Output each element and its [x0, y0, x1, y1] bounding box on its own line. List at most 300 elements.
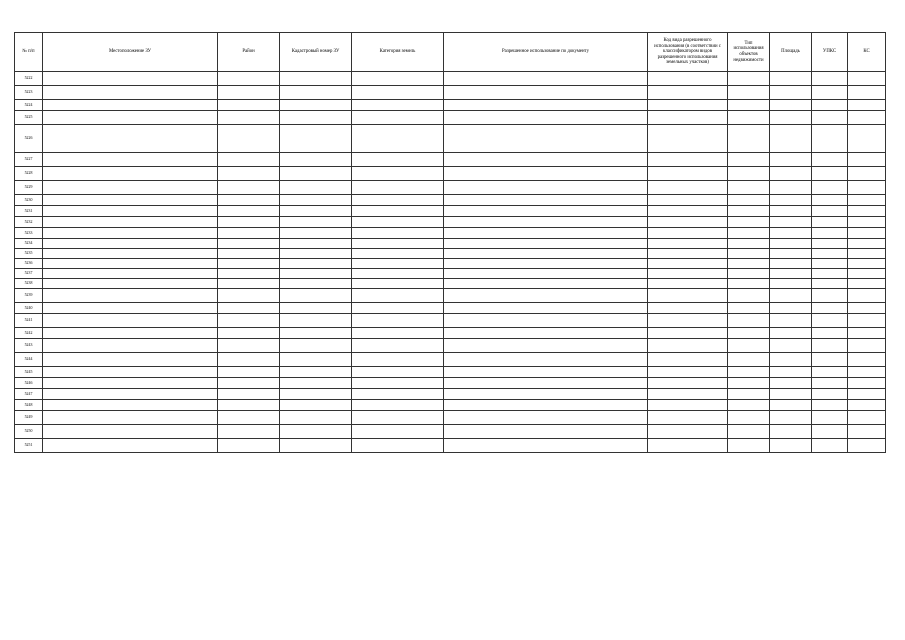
address-cell — [43, 153, 218, 167]
upks-cell — [812, 400, 848, 411]
category-cell — [352, 206, 444, 217]
address-cell — [43, 389, 218, 400]
code-cell — [648, 111, 728, 125]
usage-cell — [444, 367, 648, 378]
district-cell — [218, 239, 280, 249]
category-cell — [352, 86, 444, 100]
district-cell — [218, 303, 280, 314]
upks-cell — [812, 389, 848, 400]
row-id: 5226 — [15, 125, 43, 153]
row-id: 5251 — [15, 439, 43, 453]
code-cell — [648, 239, 728, 249]
usage-cell — [444, 389, 648, 400]
table-row — [15, 167, 886, 181]
district-cell — [218, 328, 280, 339]
area-cell — [770, 153, 812, 167]
cadastral-cell — [280, 400, 352, 411]
address-cell — [43, 339, 218, 353]
type-cell — [728, 228, 770, 239]
district-cell — [218, 400, 280, 411]
ks-cell — [848, 339, 886, 353]
address-cell — [43, 167, 218, 181]
district-cell — [218, 86, 280, 100]
row-id: 5243 — [15, 339, 43, 353]
row-id: 5224 — [15, 100, 43, 111]
code-cell — [648, 269, 728, 279]
document-page — [14, 32, 885, 453]
row-id: 5239 — [15, 289, 43, 303]
table-row — [15, 279, 886, 289]
area-cell — [770, 389, 812, 400]
usage-cell — [444, 269, 648, 279]
cadastral-cell — [280, 367, 352, 378]
usage-cell — [444, 217, 648, 228]
address-cell — [43, 378, 218, 389]
row-id: 5228 — [15, 167, 43, 181]
ks-cell — [848, 167, 886, 181]
usage-cell — [444, 100, 648, 111]
category-cell — [352, 167, 444, 181]
header-category: Категория земель — [352, 33, 444, 72]
table-row — [15, 195, 886, 206]
address-cell — [43, 425, 218, 439]
header-ks: КС — [848, 33, 886, 72]
category-cell — [352, 289, 444, 303]
usage-cell — [444, 289, 648, 303]
cadastral-cell — [280, 217, 352, 228]
row-id: 5245 — [15, 367, 43, 378]
header-district: Район — [218, 33, 280, 72]
row-id: 5229 — [15, 181, 43, 195]
usage-cell — [444, 314, 648, 328]
ks-cell — [848, 228, 886, 239]
area-cell — [770, 400, 812, 411]
category-cell — [352, 111, 444, 125]
code-cell — [648, 389, 728, 400]
code-cell — [648, 72, 728, 86]
area-cell — [770, 289, 812, 303]
table-row — [15, 100, 886, 111]
area-cell — [770, 100, 812, 111]
usage-cell — [444, 72, 648, 86]
type-cell — [728, 328, 770, 339]
code-cell — [648, 100, 728, 111]
upks-cell — [812, 378, 848, 389]
header-address: Местоположение ЗУ — [43, 33, 218, 72]
district-cell — [218, 378, 280, 389]
code-cell — [648, 228, 728, 239]
ks-cell — [848, 367, 886, 378]
table-row — [15, 228, 886, 239]
table-row — [15, 411, 886, 425]
upks-cell — [812, 181, 848, 195]
district-cell — [218, 289, 280, 303]
row-id: 5240 — [15, 303, 43, 314]
ks-cell — [848, 425, 886, 439]
type-cell — [728, 249, 770, 259]
district-cell — [218, 425, 280, 439]
table-row — [15, 217, 886, 228]
upks-cell — [812, 339, 848, 353]
district-cell — [218, 269, 280, 279]
cadastral-cell — [280, 339, 352, 353]
ks-cell — [848, 439, 886, 453]
code-cell — [648, 353, 728, 367]
row-id: 5227 — [15, 153, 43, 167]
row-id: 5237 — [15, 269, 43, 279]
code-cell — [648, 181, 728, 195]
area-cell — [770, 279, 812, 289]
ks-cell — [848, 289, 886, 303]
upks-cell — [812, 303, 848, 314]
type-cell — [728, 289, 770, 303]
table-row — [15, 249, 886, 259]
category-cell — [352, 125, 444, 153]
type-cell — [728, 269, 770, 279]
ks-cell — [848, 389, 886, 400]
ks-cell — [848, 249, 886, 259]
upks-cell — [812, 153, 848, 167]
row-id: 5233 — [15, 228, 43, 239]
usage-cell — [444, 328, 648, 339]
upks-cell — [812, 111, 848, 125]
row-id: 5249 — [15, 411, 43, 425]
district-cell — [218, 181, 280, 195]
category-cell — [352, 439, 444, 453]
address-cell — [43, 279, 218, 289]
ks-cell — [848, 279, 886, 289]
usage-cell — [444, 249, 648, 259]
cadastral-cell — [280, 439, 352, 453]
ks-cell — [848, 328, 886, 339]
header-area: Площадь — [770, 33, 812, 72]
code-cell — [648, 303, 728, 314]
row-id: 5230 — [15, 195, 43, 206]
area-cell — [770, 111, 812, 125]
table-body — [15, 72, 886, 453]
district-cell — [218, 167, 280, 181]
cadastral-cell — [280, 269, 352, 279]
district-cell — [218, 72, 280, 86]
row-id: 5236 — [15, 259, 43, 269]
ks-cell — [848, 125, 886, 153]
upks-cell — [812, 279, 848, 289]
type-cell — [728, 439, 770, 453]
type-cell — [728, 111, 770, 125]
cadastral-cell — [280, 72, 352, 86]
district-cell — [218, 100, 280, 111]
cadastral-cell — [280, 279, 352, 289]
area-cell — [770, 206, 812, 217]
type-cell — [728, 425, 770, 439]
table-row — [15, 206, 886, 217]
table-row — [15, 289, 886, 303]
ks-cell — [848, 411, 886, 425]
type-cell — [728, 100, 770, 111]
area-cell — [770, 181, 812, 195]
upks-cell — [812, 439, 848, 453]
type-cell — [728, 167, 770, 181]
district-cell — [218, 339, 280, 353]
cadastral-cell — [280, 353, 352, 367]
cadastral-cell — [280, 206, 352, 217]
cadastral-cell — [280, 111, 352, 125]
usage-cell — [444, 425, 648, 439]
usage-cell — [444, 339, 648, 353]
category-cell — [352, 181, 444, 195]
category-cell — [352, 400, 444, 411]
category-cell — [352, 239, 444, 249]
usage-cell — [444, 111, 648, 125]
cadastral-cell — [280, 303, 352, 314]
type-cell — [728, 195, 770, 206]
row-id: 5225 — [15, 111, 43, 125]
usage-cell — [444, 259, 648, 269]
area-cell — [770, 339, 812, 353]
area-cell — [770, 167, 812, 181]
category-cell — [352, 303, 444, 314]
table-row — [15, 86, 886, 100]
code-cell — [648, 400, 728, 411]
upks-cell — [812, 228, 848, 239]
ks-cell — [848, 181, 886, 195]
usage-cell — [444, 86, 648, 100]
table-row — [15, 239, 886, 249]
category-cell — [352, 279, 444, 289]
upks-cell — [812, 167, 848, 181]
address-cell — [43, 239, 218, 249]
usage-cell — [444, 206, 648, 217]
category-cell — [352, 217, 444, 228]
district-cell — [218, 228, 280, 239]
area-cell — [770, 269, 812, 279]
usage-cell — [444, 378, 648, 389]
type-cell — [728, 239, 770, 249]
usage-cell — [444, 353, 648, 367]
area-cell — [770, 314, 812, 328]
area-cell — [770, 195, 812, 206]
code-cell — [648, 167, 728, 181]
upks-cell — [812, 411, 848, 425]
district-cell — [218, 259, 280, 269]
type-cell — [728, 339, 770, 353]
area-cell — [770, 425, 812, 439]
area-cell — [770, 328, 812, 339]
row-id: 5223 — [15, 86, 43, 100]
cadastral-cell — [280, 411, 352, 425]
category-cell — [352, 314, 444, 328]
code-cell — [648, 314, 728, 328]
ks-cell — [848, 314, 886, 328]
category-cell — [352, 228, 444, 239]
land-plots-table — [14, 32, 886, 453]
area-cell — [770, 411, 812, 425]
usage-cell — [444, 303, 648, 314]
row-id: 5248 — [15, 400, 43, 411]
address-cell — [43, 269, 218, 279]
row-id: 5247 — [15, 389, 43, 400]
header-upks: УПКС — [812, 33, 848, 72]
code-cell — [648, 259, 728, 269]
district-cell — [218, 195, 280, 206]
address-cell — [43, 111, 218, 125]
category-cell — [352, 195, 444, 206]
ks-cell — [848, 195, 886, 206]
table-row — [15, 353, 886, 367]
code-cell — [648, 206, 728, 217]
type-cell — [728, 314, 770, 328]
address-cell — [43, 314, 218, 328]
district-cell — [218, 153, 280, 167]
area-cell — [770, 439, 812, 453]
district-cell — [218, 249, 280, 259]
usage-cell — [444, 167, 648, 181]
upks-cell — [812, 314, 848, 328]
upks-cell — [812, 328, 848, 339]
address-cell — [43, 303, 218, 314]
usage-cell — [444, 195, 648, 206]
row-id: 5232 — [15, 217, 43, 228]
table-row — [15, 303, 886, 314]
address-cell — [43, 249, 218, 259]
district-cell — [218, 125, 280, 153]
code-cell — [648, 439, 728, 453]
address-cell — [43, 181, 218, 195]
code-cell — [648, 328, 728, 339]
header-usage: Разрешенное использование по документу — [444, 33, 648, 72]
address-cell — [43, 328, 218, 339]
category-cell — [352, 72, 444, 86]
ks-cell — [848, 100, 886, 111]
upks-cell — [812, 72, 848, 86]
district-cell — [218, 206, 280, 217]
usage-cell — [444, 411, 648, 425]
cadastral-cell — [280, 153, 352, 167]
upks-cell — [812, 353, 848, 367]
district-cell — [218, 217, 280, 228]
table-row — [15, 153, 886, 167]
district-cell — [218, 353, 280, 367]
code-cell — [648, 86, 728, 100]
category-cell — [352, 339, 444, 353]
usage-cell — [444, 400, 648, 411]
type-cell — [728, 206, 770, 217]
ks-cell — [848, 153, 886, 167]
cadastral-cell — [280, 228, 352, 239]
upks-cell — [812, 289, 848, 303]
type-cell — [728, 400, 770, 411]
table-row — [15, 425, 886, 439]
cadastral-cell — [280, 249, 352, 259]
table-row — [15, 314, 886, 328]
ks-cell — [848, 239, 886, 249]
ks-cell — [848, 378, 886, 389]
table-row — [15, 400, 886, 411]
header-type: Тип использования объектов недвижимости — [728, 33, 770, 72]
upks-cell — [812, 269, 848, 279]
code-cell — [648, 195, 728, 206]
usage-cell — [444, 125, 648, 153]
type-cell — [728, 389, 770, 400]
usage-cell — [444, 181, 648, 195]
area-cell — [770, 367, 812, 378]
ks-cell — [848, 269, 886, 279]
ks-cell — [848, 86, 886, 100]
area-cell — [770, 249, 812, 259]
usage-cell — [444, 239, 648, 249]
cadastral-cell — [280, 167, 352, 181]
code-cell — [648, 378, 728, 389]
row-id: 5246 — [15, 378, 43, 389]
table-row — [15, 111, 886, 125]
area-cell — [770, 217, 812, 228]
cadastral-cell — [280, 259, 352, 269]
table-row — [15, 259, 886, 269]
address-cell — [43, 367, 218, 378]
code-cell — [648, 411, 728, 425]
district-cell — [218, 389, 280, 400]
type-cell — [728, 217, 770, 228]
upks-cell — [812, 259, 848, 269]
usage-cell — [444, 228, 648, 239]
area-cell — [770, 125, 812, 153]
type-cell — [728, 153, 770, 167]
code-cell — [648, 249, 728, 259]
code-cell — [648, 367, 728, 378]
cadastral-cell — [280, 328, 352, 339]
address-cell — [43, 289, 218, 303]
usage-cell — [444, 153, 648, 167]
row-id: 5244 — [15, 353, 43, 367]
row-id: 5250 — [15, 425, 43, 439]
address-cell — [43, 125, 218, 153]
cadastral-cell — [280, 378, 352, 389]
address-cell — [43, 86, 218, 100]
row-id: 5235 — [15, 249, 43, 259]
ks-cell — [848, 353, 886, 367]
ks-cell — [848, 303, 886, 314]
type-cell — [728, 72, 770, 86]
cadastral-cell — [280, 314, 352, 328]
header-code: Код вида разрешенного использования (в соответствии с классификатором видов разрешенного использования земельных участков) — [648, 33, 728, 72]
address-cell — [43, 400, 218, 411]
table-row — [15, 339, 886, 353]
cadastral-cell — [280, 181, 352, 195]
category-cell — [352, 100, 444, 111]
district-cell — [218, 111, 280, 125]
area-cell — [770, 353, 812, 367]
category-cell — [352, 378, 444, 389]
cadastral-cell — [280, 86, 352, 100]
type-cell — [728, 378, 770, 389]
type-cell — [728, 181, 770, 195]
upks-cell — [812, 86, 848, 100]
cadastral-cell — [280, 195, 352, 206]
header-cadastral: Кадастровый номер ЗУ — [280, 33, 352, 72]
area-cell — [770, 259, 812, 269]
address-cell — [43, 195, 218, 206]
address-cell — [43, 439, 218, 453]
category-cell — [352, 425, 444, 439]
row-id: 5242 — [15, 328, 43, 339]
area-cell — [770, 86, 812, 100]
area-cell — [770, 239, 812, 249]
address-cell — [43, 100, 218, 111]
type-cell — [728, 125, 770, 153]
address-cell — [43, 259, 218, 269]
type-cell — [728, 367, 770, 378]
code-cell — [648, 289, 728, 303]
